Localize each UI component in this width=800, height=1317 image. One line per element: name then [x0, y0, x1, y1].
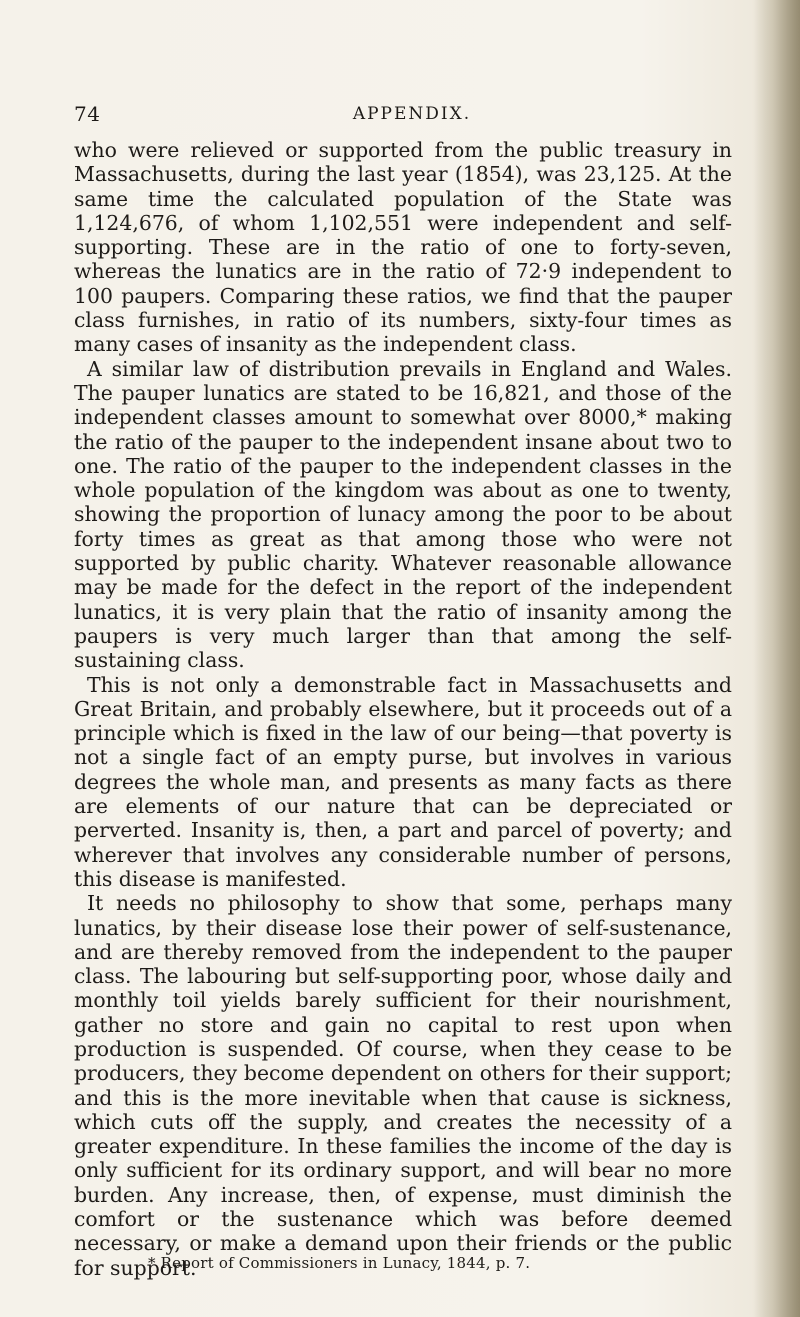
- footnote: * Report of Commissioners in Lunacy, 1844, p. 7.: [148, 1254, 531, 1272]
- page-number: 74: [74, 102, 101, 126]
- page-header: [74, 102, 716, 130]
- paragraph-3: This is not only a demonstrable fact in Massachusetts and Great Britain, and probably elsewhere, but it proceeds out of a principle which is fixed in the law of our being—that poverty is not a single fact of an empty purse, but involves in various degrees the whole man, and presents as many facts as there are elements of our nature that can be depreciated or perverted. Insanity is, then, a part and parcel of poverty; and wherever that involves any considerable number of persons, this disease is manifested.: [74, 672, 732, 891]
- body-text: [74, 138, 732, 1280]
- paragraph-4: It needs no philosophy to show that some, perhaps many lunatics, by their disease lose their power of self-sustenance, and are thereby removed from the independent to the pauper class. The labouring but self-supporting poor, whose daily and monthly toil yields barely sufficient for their nourishment, gather no store and gain no capital to rest upon when production is suspended. Of course, when they cease to be producers, they become dependent on others for their support; and this is the more inevitable when that cause is sickness, which cuts off the supply, and creates the necessity of a greater expenditure. In these families the income of the day is only sufficient for its ordinary support, and will bear no more burden. Any increase, then, of expense, must diminish the comfort or the sustenance which was before deemed necessary, or make a demand upon their friends or the public for support.: [74, 891, 732, 1280]
- paragraph-1: who were relieved or supported from the public treasury in Massachusetts, during the last year (1854), was 23,125. At the same time the calculated population of the State was 1,124,676, of whom 1,102,551 were independent and self-supporting. These are in the ratio of one to forty-seven, whereas the lunatics are in the ratio of 72·9 independent to 100 paupers. Comparing these ratios, we find that the pauper class furnishes, in ratio of its numbers, sixty-four times as many cases of insanity as the independent class.: [74, 138, 732, 357]
- running-head: APPENDIX.: [352, 104, 472, 124]
- paragraph-2: A similar law of distribution prevails in England and Wales. The pauper lunatics are stated to be 16,821, and those of the independent classes amount to somewhat over 8000,* making the ratio of the pauper to the independent insane about two to one. The ratio of the pauper to the independent classes in the whole population of the kingdom was about as one to twenty, showing the proportion of lunacy among the poor to be about forty times as great as that among those who were not supported by public charity. Whatever reasonable allowance may be made for the defect in the report of the independent lunatics, it is very plain that the ratio of insanity among the paupers is very much larger than that among the self-sustaining class.: [74, 356, 732, 673]
- page-edge-shadow: [754, 0, 800, 1317]
